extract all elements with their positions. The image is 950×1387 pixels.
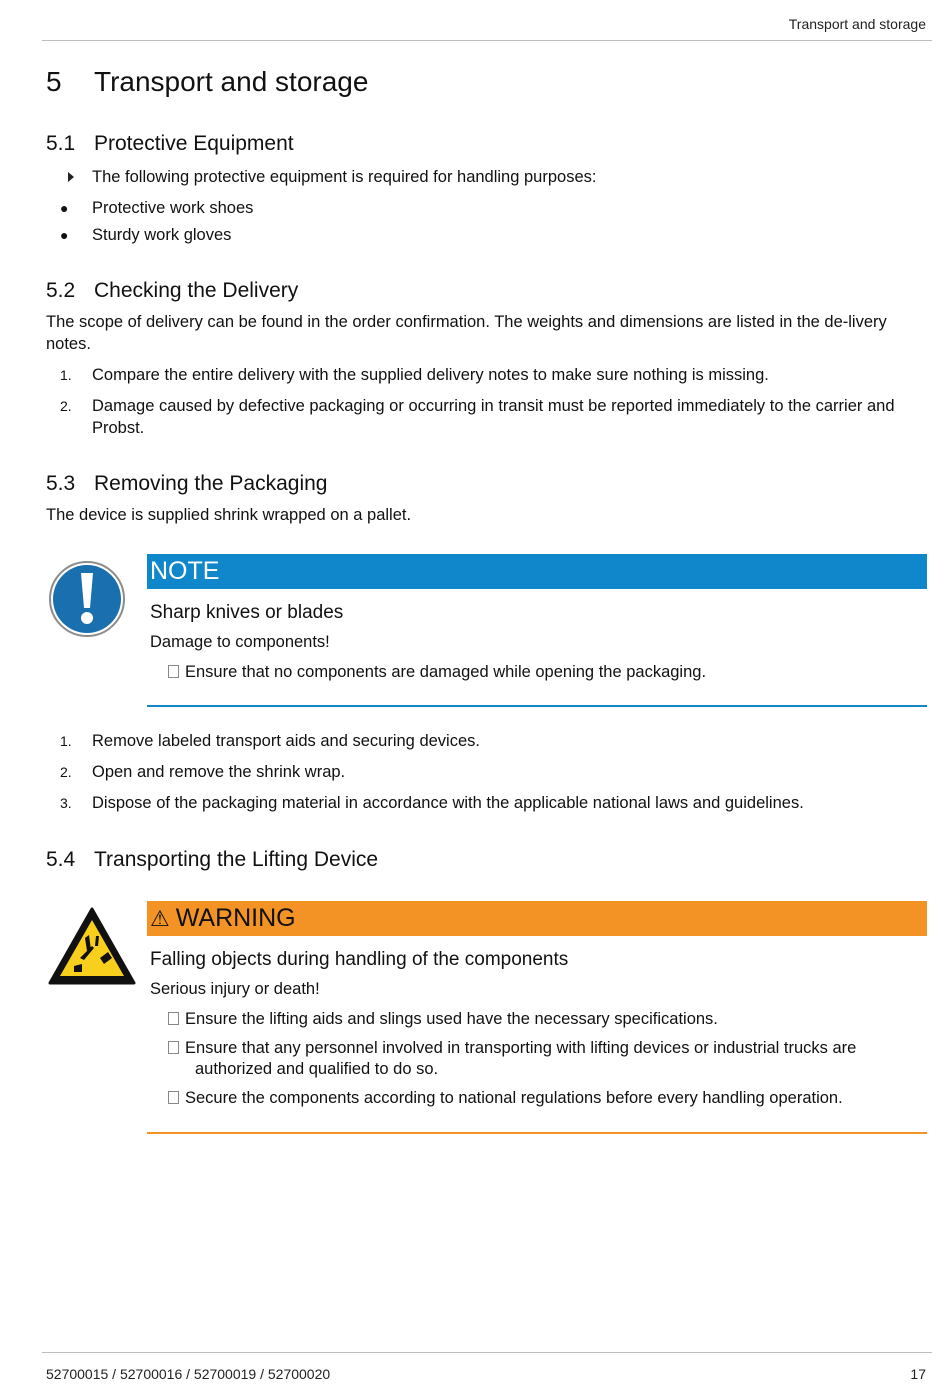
chapter-number: 5 [46, 66, 62, 97]
note-action [168, 662, 908, 683]
header-rule [42, 40, 932, 41]
list-item-text: Protective work shoes [92, 199, 254, 217]
warning-label: WARNING [175, 904, 296, 932]
checkbox-glyph-icon [168, 1041, 179, 1054]
prerequisite-item [60, 166, 930, 188]
warning-action-continuation: authorized and qualified to do so. [195, 1060, 439, 1078]
warning-action-text: Ensure the lifting aids and slings used have the necessary specifications. [185, 1010, 718, 1028]
warning-action [168, 1088, 908, 1109]
section-5-4-heading [46, 848, 378, 872]
warning-action [168, 1038, 908, 1080]
list-item-text: Sturdy work gloves [92, 226, 232, 244]
list-item [60, 197, 930, 219]
warning-hazard: Falling objects during handling of the components [150, 949, 569, 970]
bullet-icon: ● [60, 227, 69, 243]
arrow-icon [60, 166, 90, 188]
checkbox-glyph-icon [168, 1012, 179, 1025]
paragraph: The scope of delivery can be found in the order confirmation. The weights and dimensions are listed in the de-livery notes. [46, 313, 887, 353]
section-5-2-heading [46, 279, 298, 303]
step-text: Open and remove the shrink wrap. [92, 763, 346, 781]
chapter-title [46, 66, 368, 98]
checkbox-glyph-icon [168, 665, 179, 678]
section-title: Checking the Delivery [94, 279, 299, 302]
warning-action-text: Ensure that any personnel involved in transporting with lifting devices or industrial trucks are [185, 1039, 857, 1057]
note-bottom-rule [147, 705, 927, 707]
step-item [60, 395, 930, 439]
footer-doc-numbers: 52700015 / 52700016 / 52700019 / 52700020 [46, 1366, 331, 1382]
falling-objects-warning-icon [48, 906, 136, 986]
note-bar [147, 554, 927, 589]
step-text: Remove labeled transport aids and securing devices. [92, 732, 480, 750]
checkbox-glyph-icon [168, 1091, 179, 1104]
warning-triangle-icon: ⚠ [150, 906, 170, 931]
step-text: Dispose of the packaging material in accordance with the applicable national laws and guidelines. [92, 794, 804, 812]
step-text: Damage caused by defective packaging or occurring in transit must be reported immediately to the carrier and Probst. [92, 397, 895, 437]
bullet-icon: ● [60, 200, 69, 216]
step-item [60, 792, 930, 814]
chapter-title-text: Transport and storage [94, 66, 369, 97]
warning-bottom-rule [147, 1132, 927, 1134]
paragraph: The device is supplied shrink wrapped on a pallet. [46, 506, 412, 524]
section-5-3-heading [46, 472, 327, 496]
section-5-1-heading [46, 132, 294, 156]
list-item [60, 224, 930, 246]
section-number: 5.3 [46, 472, 76, 495]
step-item [60, 761, 930, 783]
warning-consequence: Serious injury or death! [150, 980, 320, 998]
warning-bar [147, 901, 927, 936]
step-number: 2. [60, 764, 72, 780]
step-number: 3. [60, 795, 72, 811]
step-number: 1. [60, 367, 72, 383]
step-number: 1. [60, 733, 72, 749]
footer-rule [42, 1352, 932, 1353]
section-number: 5.4 [46, 848, 76, 871]
page-number: 17 [910, 1366, 926, 1382]
section-number: 5.2 [46, 279, 76, 302]
step-item [60, 364, 930, 386]
note-label: NOTE [150, 557, 220, 585]
mandatory-exclamation-icon [48, 560, 126, 638]
section-number: 5.1 [46, 132, 76, 155]
step-number: 2. [60, 398, 72, 414]
prerequisite-text: The following protective equipment is required for handling purposes: [92, 168, 597, 186]
step-text: Compare the entire delivery with the supplied delivery notes to make sure nothing is missing. [92, 366, 769, 384]
step-item [60, 730, 930, 752]
warning-action-text: Secure the components according to national regulations before every handling operation. [185, 1089, 843, 1107]
section-title: Removing the Packaging [94, 472, 328, 495]
warning-action [168, 1009, 908, 1030]
note-consequence: Damage to components! [150, 633, 330, 651]
note-hazard: Sharp knives or blades [150, 602, 344, 623]
running-header: Transport and storage [788, 16, 926, 32]
section-title: Transporting the Lifting Device [94, 848, 379, 871]
note-action-text: Ensure that no components are damaged while opening the packaging. [185, 663, 707, 681]
section-title: Protective Equipment [94, 132, 294, 155]
